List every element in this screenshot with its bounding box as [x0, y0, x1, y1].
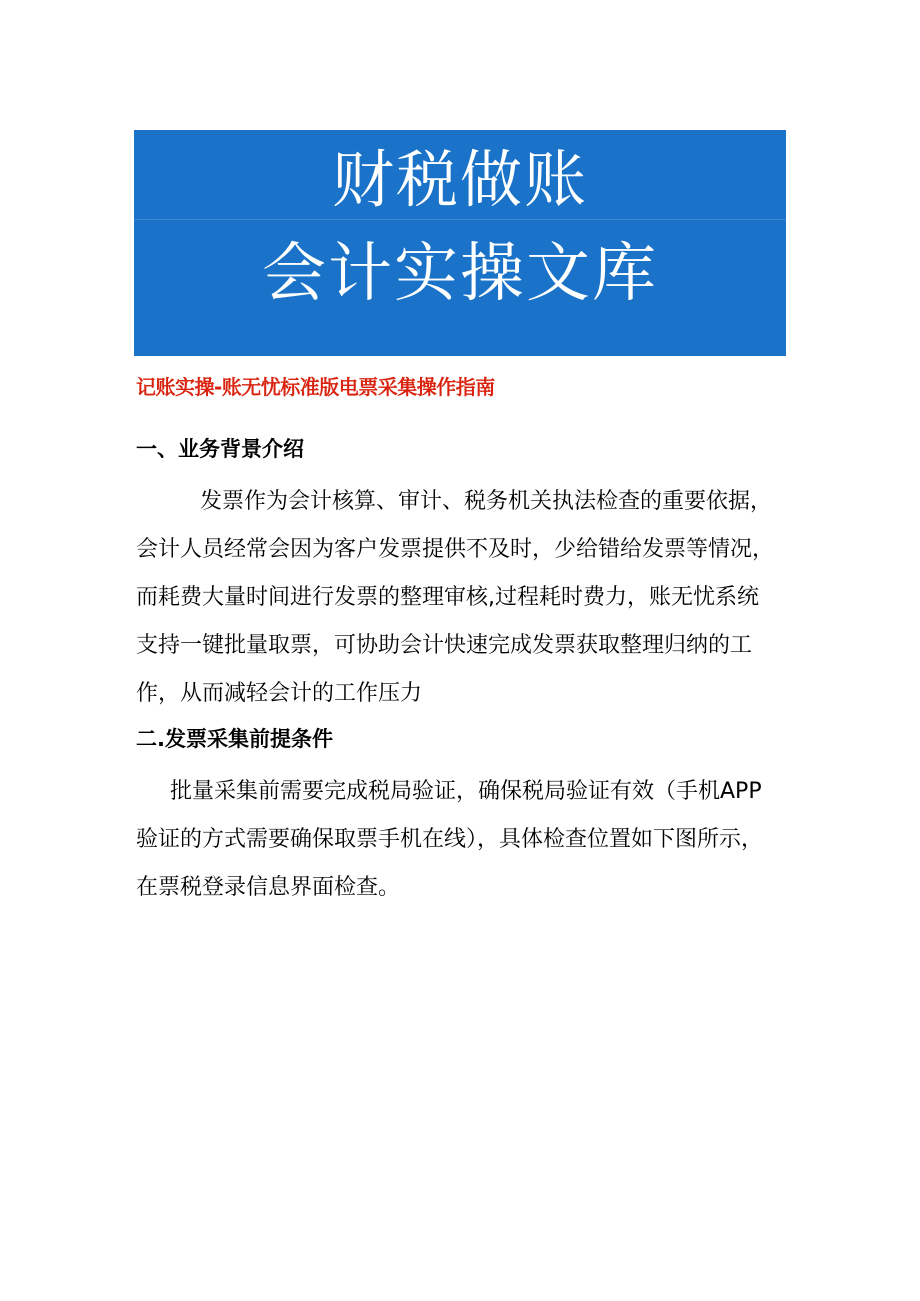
paragraph-line: 发票作为会计核算、审计、税务机关执法检查的重要依据，	[200, 489, 773, 514]
paragraph-line: 验证的方式需要确保取票手机在线），具体检查位置如下图所示，	[136, 827, 764, 852]
paragraph-line: 作，从而减轻会计的工作压力	[136, 681, 423, 706]
paragraph-line: 而耗费大量时间进行发票的整理审核,过程耗时费力，账无忧系统	[136, 585, 759, 610]
banner-divider	[134, 219, 786, 220]
paragraph-line: 支持一键批量取票，可协助会计快速完成发票获取整理归纳的工	[136, 633, 753, 658]
banner-title-line-2: 会计实操文库	[262, 237, 658, 311]
section-heading-background: 一、业务背景介绍	[136, 437, 304, 461]
section-heading-prerequisites: 二.发票采集前提条件	[136, 727, 333, 751]
header-banner	[134, 130, 786, 356]
banner-title-line-1: 财税做账	[331, 143, 588, 216]
paragraph-line: 批量采集前需要完成税局验证，确保税局验证有效（手机APP	[170, 779, 762, 804]
section-body-background	[136, 478, 796, 718]
section-body-prerequisites	[136, 768, 796, 912]
document-title: 记账实操-账无忧标准版电票采集操作指南	[136, 375, 495, 399]
paragraph-line: 会计人员经常会因为客户发票提供不及时，少给错给发票等情况，	[136, 537, 775, 562]
paragraph-line: 在票税登录信息界面检查。	[136, 875, 401, 900]
